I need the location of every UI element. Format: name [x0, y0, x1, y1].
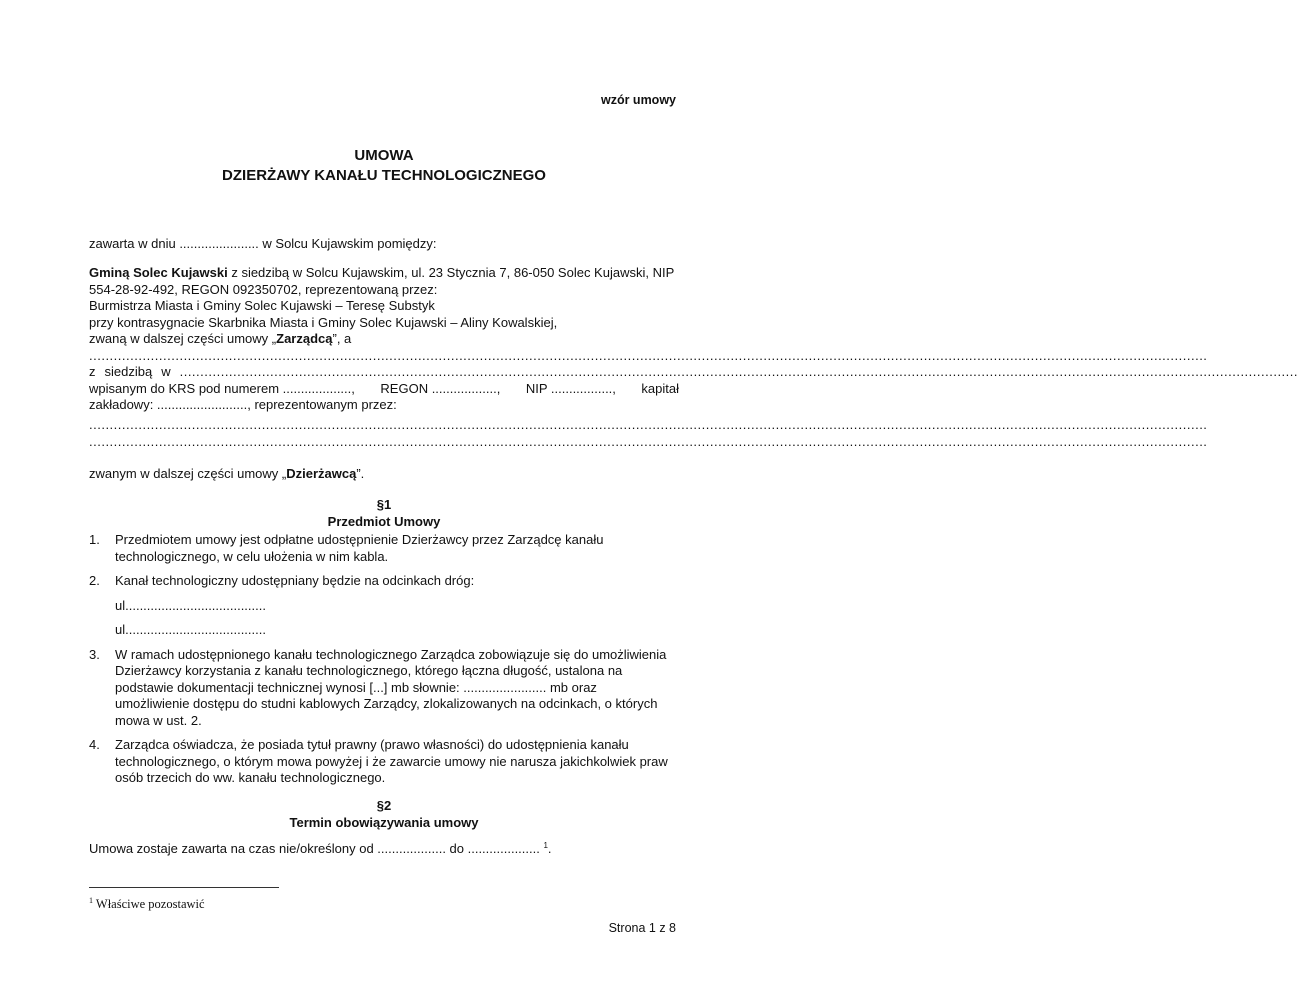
section2-number: §2 [376, 798, 392, 813]
called-suffix: ”, a [332, 331, 352, 346]
list-item [89, 573, 679, 639]
footnote-text: Właściwe pozostawić [93, 897, 205, 911]
item-text: Kanał technologiczny udostępniany będzie na odcinkach dróg: [115, 573, 475, 588]
road-blank-1: ul....................................... [115, 597, 266, 613]
section2-heading: Termin obowiązywania umowy [289, 815, 479, 830]
item-number: 3. [89, 646, 100, 662]
party1-block [89, 265, 1298, 414]
item-number: 2. [89, 573, 100, 588]
item-text: osób trzecich do ww. kanału technologicznego. [115, 770, 386, 785]
document-title: UMOWA [354, 147, 414, 164]
seat-word-z: z [89, 364, 96, 379]
seat-word-w: w [161, 364, 171, 379]
party1-called [89, 331, 679, 348]
representative-blank-1: ................................................................................................................................................................................................................................................................................ [89, 417, 1208, 432]
party1-address: z siedzibą w Solcu Kujawskim, ul. 23 Stycznia 7, 86-050 Solec Kujawski, NIP [227, 265, 675, 280]
road-blank-2: ul....................................... [115, 622, 266, 637]
item-text: umożliwienie dostępu do studni kablowych Zarządcy, zlokalizowanych na odcinkach, o których [115, 696, 658, 711]
term-end: . [547, 841, 552, 856]
party1-line4: przy kontrasygnacie Skarbnika Miasta i Gminy Solec Kujawski – Aliny Kowalskiej, [89, 314, 558, 330]
party1-name: Gminą Solec Kujawski [89, 265, 228, 280]
manager-term: Zarządcą [276, 331, 333, 346]
footnote-reference: 1 [543, 841, 548, 850]
representative-blank-2: ................................................................................................................................................................................................................................................................................ [89, 434, 1208, 449]
krs-field: wpisanym do KRS pod numerem ..................., [89, 380, 355, 396]
called-suffix-2: ”. [356, 466, 365, 481]
called-prefix: zwaną w dalszej części umowy „ [89, 331, 277, 346]
section1-heading: Przedmiot Umowy [327, 514, 441, 529]
footnote-mark: 1 [89, 896, 93, 905]
term-line [89, 838, 679, 858]
party2-seat-line [89, 364, 1298, 381]
item-text: podstawie dokumentacji technicznej wynosi [...] mb słownie: ....................... mb oraz [115, 679, 597, 695]
footnote-divider [89, 887, 279, 888]
item-number: 4. [89, 737, 100, 752]
called-prefix-2: zwanym w dalszej części umowy „ [89, 466, 287, 481]
party2-name-blank: ................................................................................................................................................................................................................................................................................ [89, 347, 1208, 363]
document-type-label: wzór umowy [600, 93, 676, 107]
item-text: technologicznego, o którym mowa powyżej i że zawarcie umowy nie narusza jakichkolwiek praw [115, 753, 668, 769]
item-text: W ramach udostępnionego kanału technologicznego Zarządca zobowiązuje się do umożliwienia [115, 646, 667, 662]
section1-list [89, 532, 679, 787]
party2-krs-line [89, 381, 679, 398]
item-text: Zarządca oświadcza, że posiada tytuł prawny (prawo własności) do udostępnienia kanału [115, 737, 629, 752]
item-text: mowa w ust. 2. [115, 712, 202, 728]
item-text: Przedmiotem umowy jest odpłatne udostępnienie Dzierżawcy przez Zarządcę kanału [115, 532, 604, 547]
capital-word: kapitał [641, 380, 679, 396]
section1-number: §1 [376, 497, 392, 512]
list-item [89, 532, 679, 565]
party1-line3: Burmistrza Miasta i Gminy Solec Kujawski – Teresę Substyk [89, 298, 435, 313]
footnote [89, 893, 205, 913]
item-number: 1. [89, 532, 100, 547]
party2-capital-line: zakładowy: ........................., reprezentowanym przez: [89, 397, 397, 412]
conclusion-line: zawarta w dniu ...................... w Solcu Kujawskim pomiędzy: [89, 236, 437, 251]
nip-field: NIP ................., [525, 380, 616, 396]
term-text: Umowa zostaje zawarta na czas nie/określony od ................... do .................... [89, 841, 544, 856]
regon-field: REGON .................., [380, 380, 501, 396]
document-subtitle: DZIERŻAWY KANAŁU TECHNOLOGICZNEGO [222, 167, 546, 184]
party2-called [89, 466, 679, 483]
party1-line1 [89, 265, 679, 282]
seat-blank: ................................................................................................................................................................................................................................................................................ [179, 364, 1298, 379]
item-text: technologicznego, w celu ułożenia w nim kabla. [115, 548, 389, 564]
list-item [89, 737, 679, 787]
party1-line2: 554-28-92-492, REGON 092350702, reprezentowaną przez: [89, 281, 438, 297]
seat-word-siedziba: siedzibą [104, 364, 153, 379]
lessee-term: Dzierżawcą [286, 466, 357, 481]
item-text: Dzierżawcy korzystania z kanału technologicznego, którego łączna długość, ustalona na [115, 663, 623, 678]
page-number: Strona 1 z 8 [608, 921, 676, 935]
list-item [89, 647, 679, 730]
